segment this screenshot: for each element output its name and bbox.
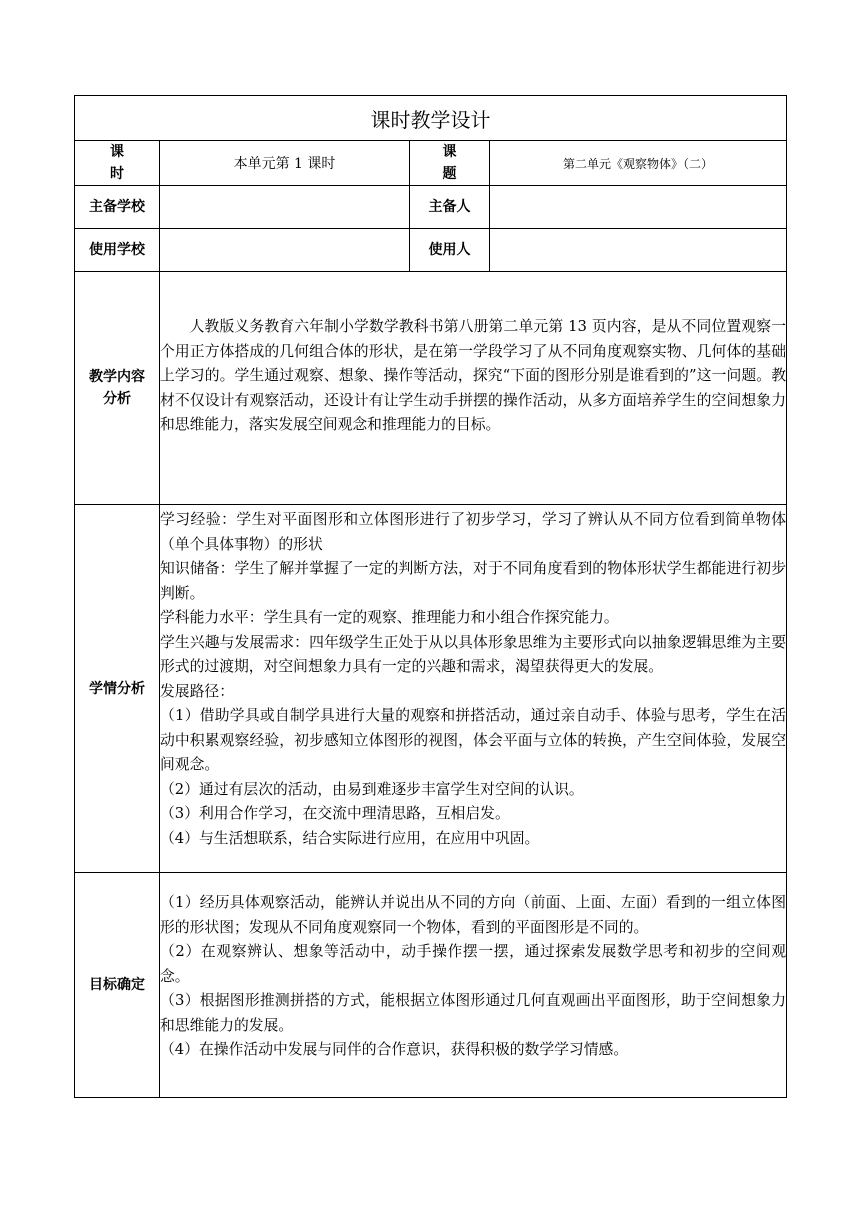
situation-line: 学生兴趣与发展需求：四年级学生正处于从以具体形象思维为主要形式向以抽象逻辑思维为主要形式的过渡期，对空间想象力具有一定的兴趣和需求，渴望获得更大的发展。 xyxy=(160,633,786,675)
goals-body xyxy=(160,873,787,1098)
situation-line: 学习经验：学生对平面图形和立体图形进行了初步学习，学习了辨认从不同方位看到简单物体（单个具体事物）的形状 xyxy=(160,511,786,553)
topic-label: 课 题 xyxy=(410,141,490,186)
content-analysis-label-line1: 教学内容 xyxy=(89,369,145,385)
main-school-value xyxy=(160,186,410,229)
goal-line: （4）在操作活动中发展与同伴的合作意识，获得积极的数学学习情感。 xyxy=(160,1041,629,1058)
situation-line: （2）通过有层次的活动，由易到难逐步丰富学生对空间的认识。 xyxy=(160,780,584,798)
lesson-value: 本单元第 1 课时 xyxy=(160,141,410,186)
goal-line: （2）在观察辨认、想象等活动中，动手操作摆一摆，通过探索发展数学思考和初步的空间观念。 xyxy=(160,943,786,985)
content-analysis-label xyxy=(75,272,160,505)
document-title: 课时教学设计 xyxy=(75,96,787,141)
content-analysis-text: 人教版义务教育六年制小学数学教科书第八册第二单元第 13 页内容，是从不同位置观察一个用正方体搭成的几何组合体的形状，是在第一学段学习了从不同角度观察实物、几何体的基础上学习的。学生通过观察、想象、操作等活动，探究“下面的图形分别是谁看到的”这一问题。教材不仅设计有观察活动，还设计有让学生动手拼摆的操作活动，从多方面培养学生的空间想象力和思维能力，落实发展空间观念和推理能力的目标。 xyxy=(160,318,786,433)
goal-line: （1）经历具体观察活动，能辨认并说出从不同的方向（前面、上面、左面）看到的一组立体图形的形状图；发现从不同角度观察同一个物体，看到的平面图形是不同的。 xyxy=(160,894,786,936)
main-school-label: 主备学校 xyxy=(75,186,160,229)
main-person-label: 主备人 xyxy=(410,186,490,229)
lesson-design-table xyxy=(74,95,787,1098)
use-school-value xyxy=(160,229,410,272)
topic-value: 第二单元《观察物体》（二） xyxy=(490,141,787,186)
goals-label: 目标确定 xyxy=(75,873,160,1098)
main-person-value xyxy=(490,186,787,229)
situation-analysis-body xyxy=(160,505,787,873)
situation-analysis-label: 学情分析 xyxy=(75,505,160,873)
use-school-label: 使用学校 xyxy=(75,229,160,272)
situation-line: （1）借助学具或自制学具进行大量的观察和拼搭活动，通过亲自动手、体验与思考，学生在活动中积累观察经验，初步感知立体图形的视图，体会平面与立体的转换，产生空间体验，发展空间观念。 xyxy=(160,707,786,773)
goal-line: （3）根据图形推测拼搭的方式，能根据立体图形通过几何直观画出平面图形，助于空间想象力和思维能力的发展。 xyxy=(160,992,786,1034)
situation-line: （4）与生活想联系，结合实际进行应用，在应用中巩固。 xyxy=(160,829,540,847)
situation-line: 知识储备：学生了解并掌握了一定的判断方法，对于不同角度看到的物体形状学生都能进行初步判断。 xyxy=(160,560,786,602)
content-analysis-body xyxy=(160,272,787,505)
situation-line: 学科能力水平：学生具有一定的观察、推理能力和小组合作探究能力。 xyxy=(160,609,619,626)
use-person-value xyxy=(490,229,787,272)
situation-line: （3）利用合作学习，在交流中理清思路，互相启发。 xyxy=(160,805,510,822)
lesson-label: 课 时 xyxy=(75,141,160,186)
situation-line: 发展路径： xyxy=(160,682,234,700)
use-person-label: 使用人 xyxy=(410,229,490,272)
content-analysis-label-line2: 分析 xyxy=(103,391,131,407)
